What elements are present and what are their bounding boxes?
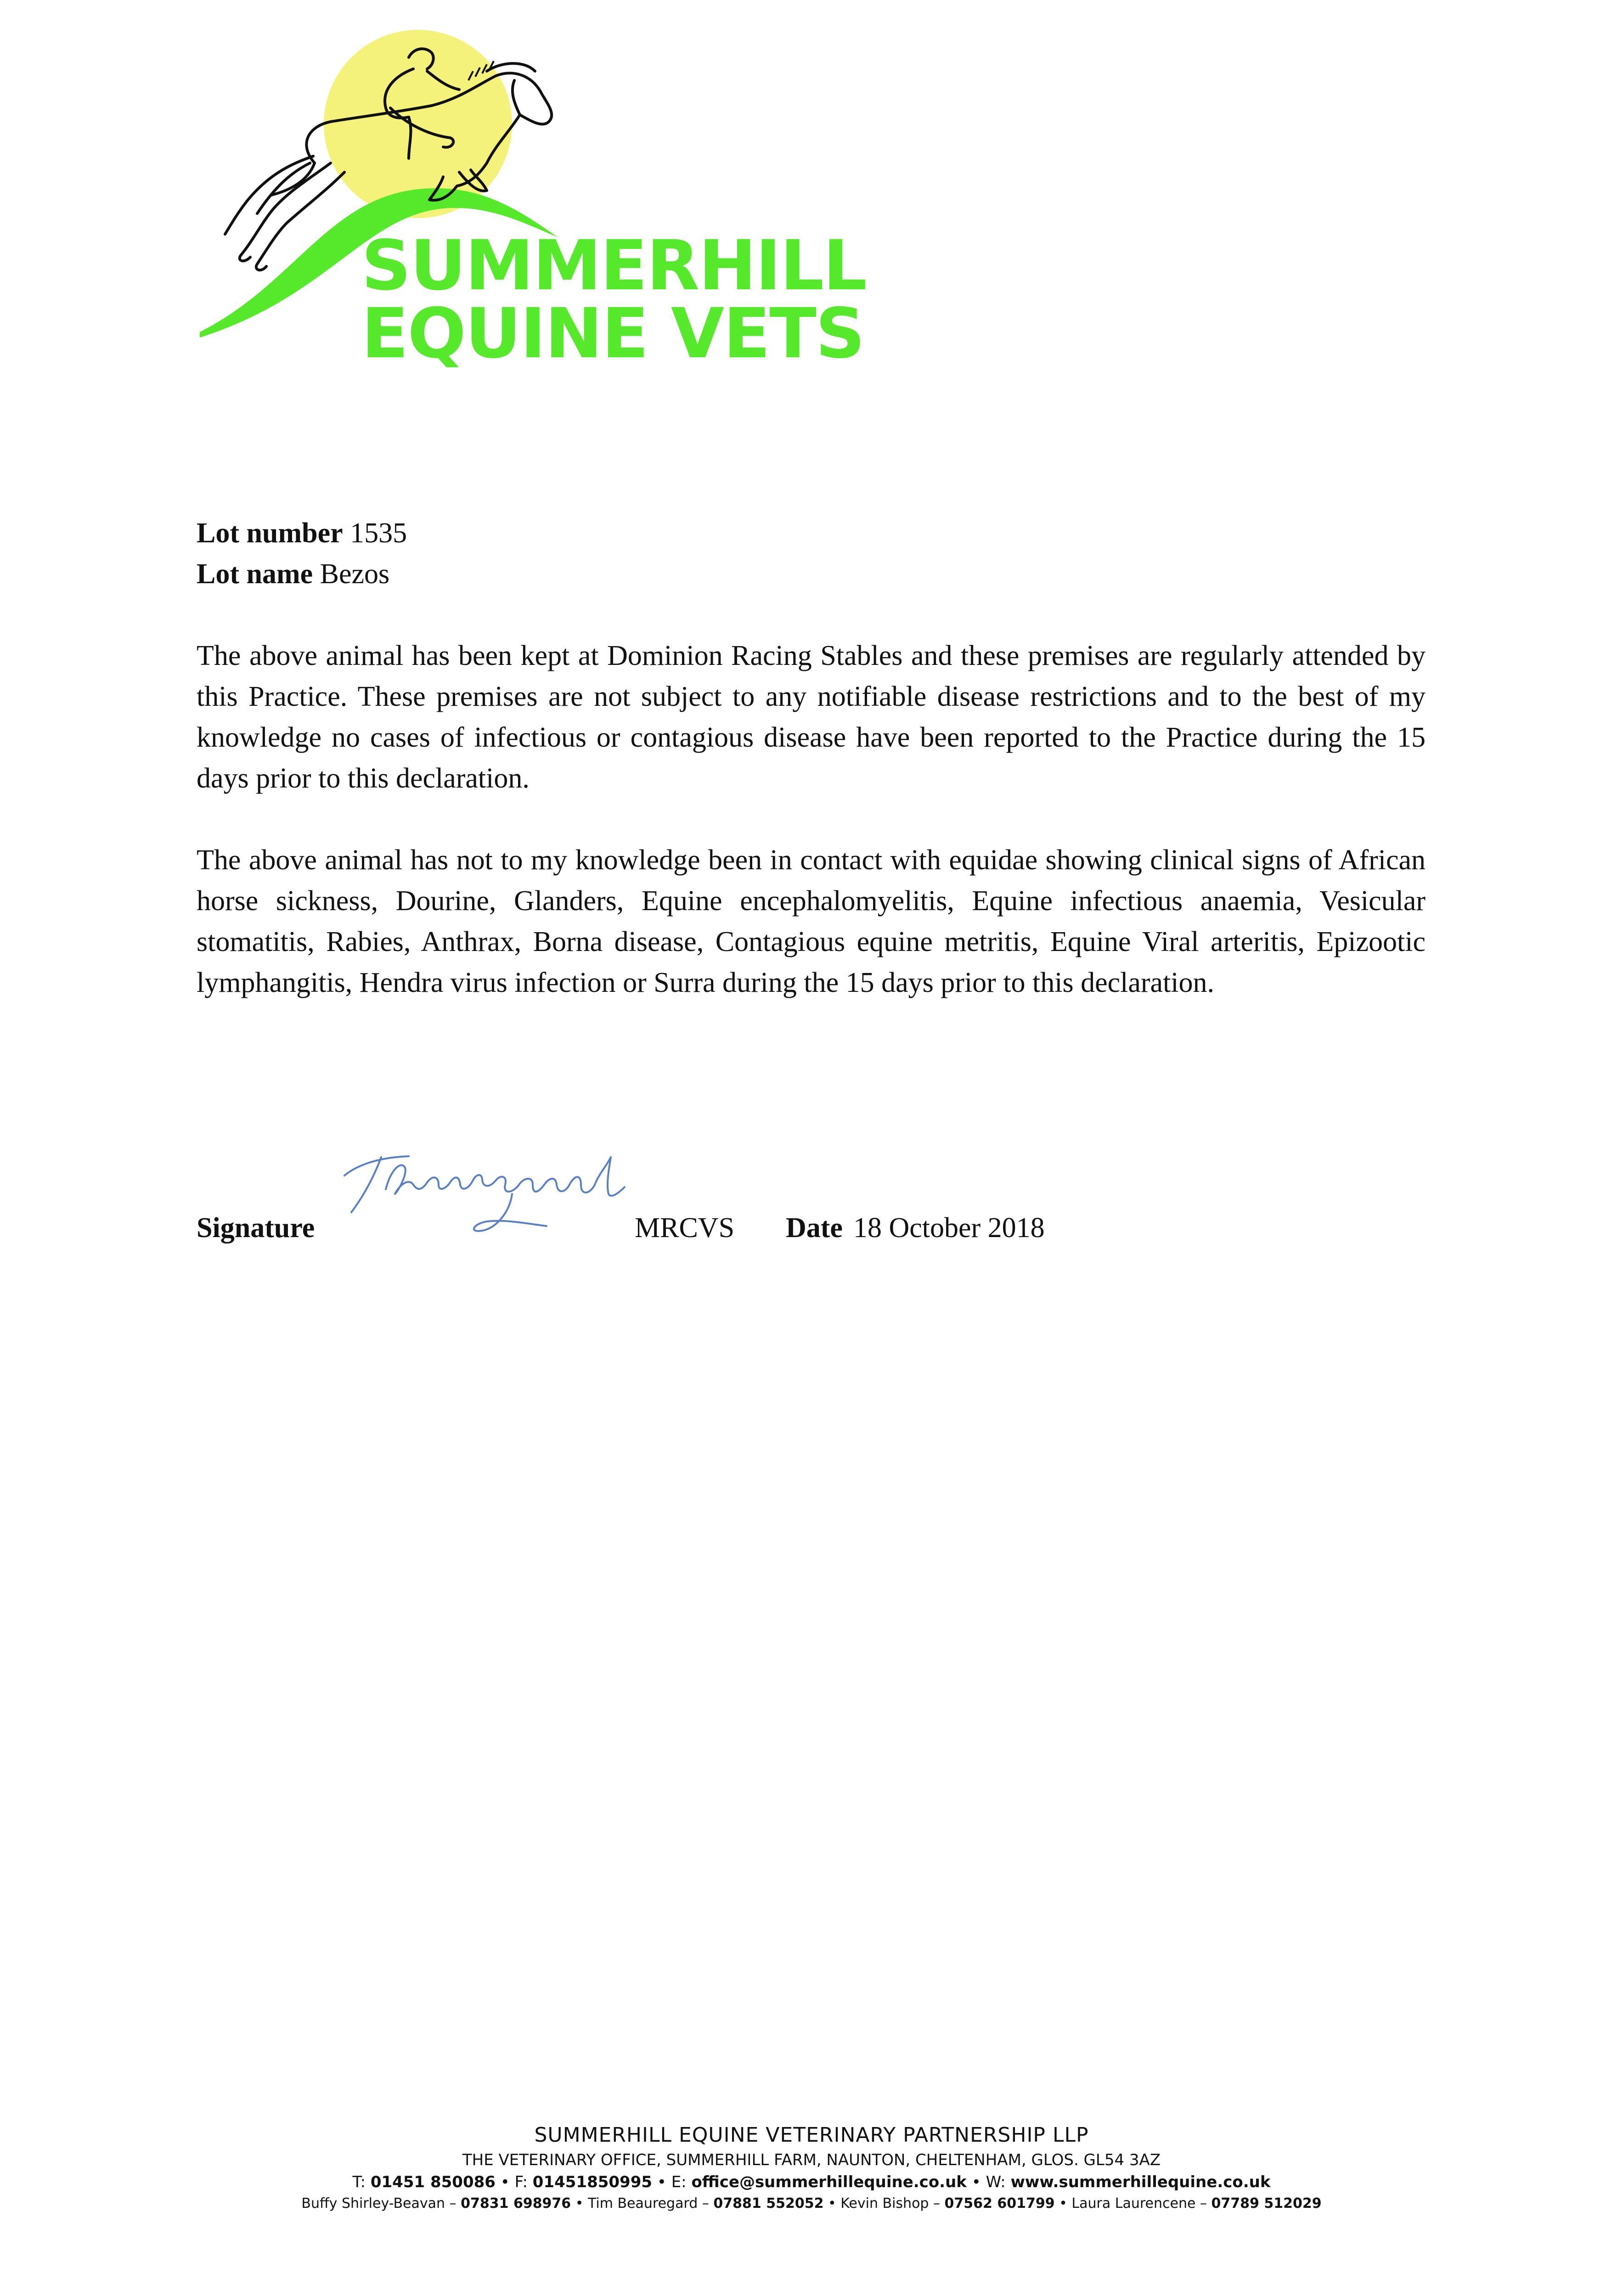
lot-name-label: Lot name bbox=[197, 558, 313, 590]
web-link[interactable]: www.summerhillequine.co.uk bbox=[1010, 2173, 1271, 2191]
premises-paragraph: The above animal has been kept at Dominion Racing Stables and these premises are regularly attended by this Practice. These premises are not subject to any notifiable disease restrictions and to the best of my knowledge no cases of infectious or contagious disease have been reported to the Practice during the 15 days prior to this declaration. bbox=[197, 640, 1426, 794]
footer-partners-line: Buffy Shirley-Beavan – 07831 698976 • Tim Beauregard – 07881 552052 • Kevin Bishop – 07562 601799 • Laura Laurencene – 07789 512029 bbox=[301, 2195, 1322, 2212]
date-label: Date bbox=[786, 1212, 843, 1244]
disease-contact-paragraph: The above animal has not to my knowledge been in contact with equidae showing clinical signs of African horse sickness, Dourine, Glanders, Equine encephalomyelitis, Equine infectious anaemia, Vesicular stomatitis, Rabies, Anthrax, Borna disease, Contagious equine metritis, Equine Viral arteritis, Epizootic lymphangitis, Hendra virus infection or Surra during the 15 days prior to this declaration. bbox=[197, 844, 1426, 998]
lot-number-row bbox=[197, 513, 1426, 554]
footer-contact-line: T: 01451 850086 • F: 01451850995 • E: office@summerhillequine.co.uk • W: www.summerhillequine.co.uk bbox=[352, 2173, 1271, 2191]
logo-line-1: SUMMERHILL bbox=[361, 226, 866, 306]
partner-phone: 07562 601799 bbox=[944, 2195, 1055, 2212]
logo-wordmark bbox=[361, 226, 866, 374]
partner-name: Tim Beauregard bbox=[587, 2195, 698, 2212]
practice-logo bbox=[193, 25, 866, 374]
footer-address: THE VETERINARY OFFICE, SUMMERHILL FARM, NAUNTON, CHELTENHAM, GLOS. GL54 3AZ bbox=[462, 2151, 1161, 2169]
letterhead-footer bbox=[0, 2122, 1623, 2214]
declaration-body bbox=[197, 513, 1426, 1003]
date-value: 18 October 2018 bbox=[853, 1212, 1045, 1244]
web-label: W: bbox=[986, 2173, 1006, 2191]
partner-name: Buffy Shirley-Beavan bbox=[301, 2195, 445, 2212]
tel-value: 01451 850086 bbox=[370, 2173, 496, 2191]
lot-number-label: Lot number bbox=[197, 518, 343, 549]
fax-label: F: bbox=[514, 2173, 528, 2191]
partner-phone: 07831 698976 bbox=[461, 2195, 571, 2212]
fax-value: 01451850995 bbox=[532, 2173, 653, 2191]
email-label: E: bbox=[671, 2173, 687, 2191]
signature-label: Signature bbox=[197, 1212, 315, 1244]
footer-company: SUMMERHILL EQUINE VETERINARY PARTNERSHIP LLP bbox=[534, 2123, 1089, 2147]
partner-name: Laura Laurencene bbox=[1071, 2195, 1196, 2212]
signature-row bbox=[197, 1208, 1426, 1249]
logo-line-2: EQUINE VETS bbox=[361, 294, 864, 374]
email-link[interactable]: office@summerhillequine.co.uk bbox=[691, 2173, 967, 2191]
qualification: MRCVS bbox=[635, 1212, 735, 1244]
partner-name: Kevin Bishop bbox=[840, 2195, 929, 2212]
lot-number-value: 1535 bbox=[350, 518, 407, 549]
partner-phone: 07789 512029 bbox=[1211, 2195, 1322, 2212]
partner-phone: 07881 552052 bbox=[713, 2195, 824, 2212]
tel-label: T: bbox=[352, 2173, 366, 2191]
lot-name-row bbox=[197, 554, 1426, 595]
lot-name-value: Bezos bbox=[320, 558, 390, 590]
